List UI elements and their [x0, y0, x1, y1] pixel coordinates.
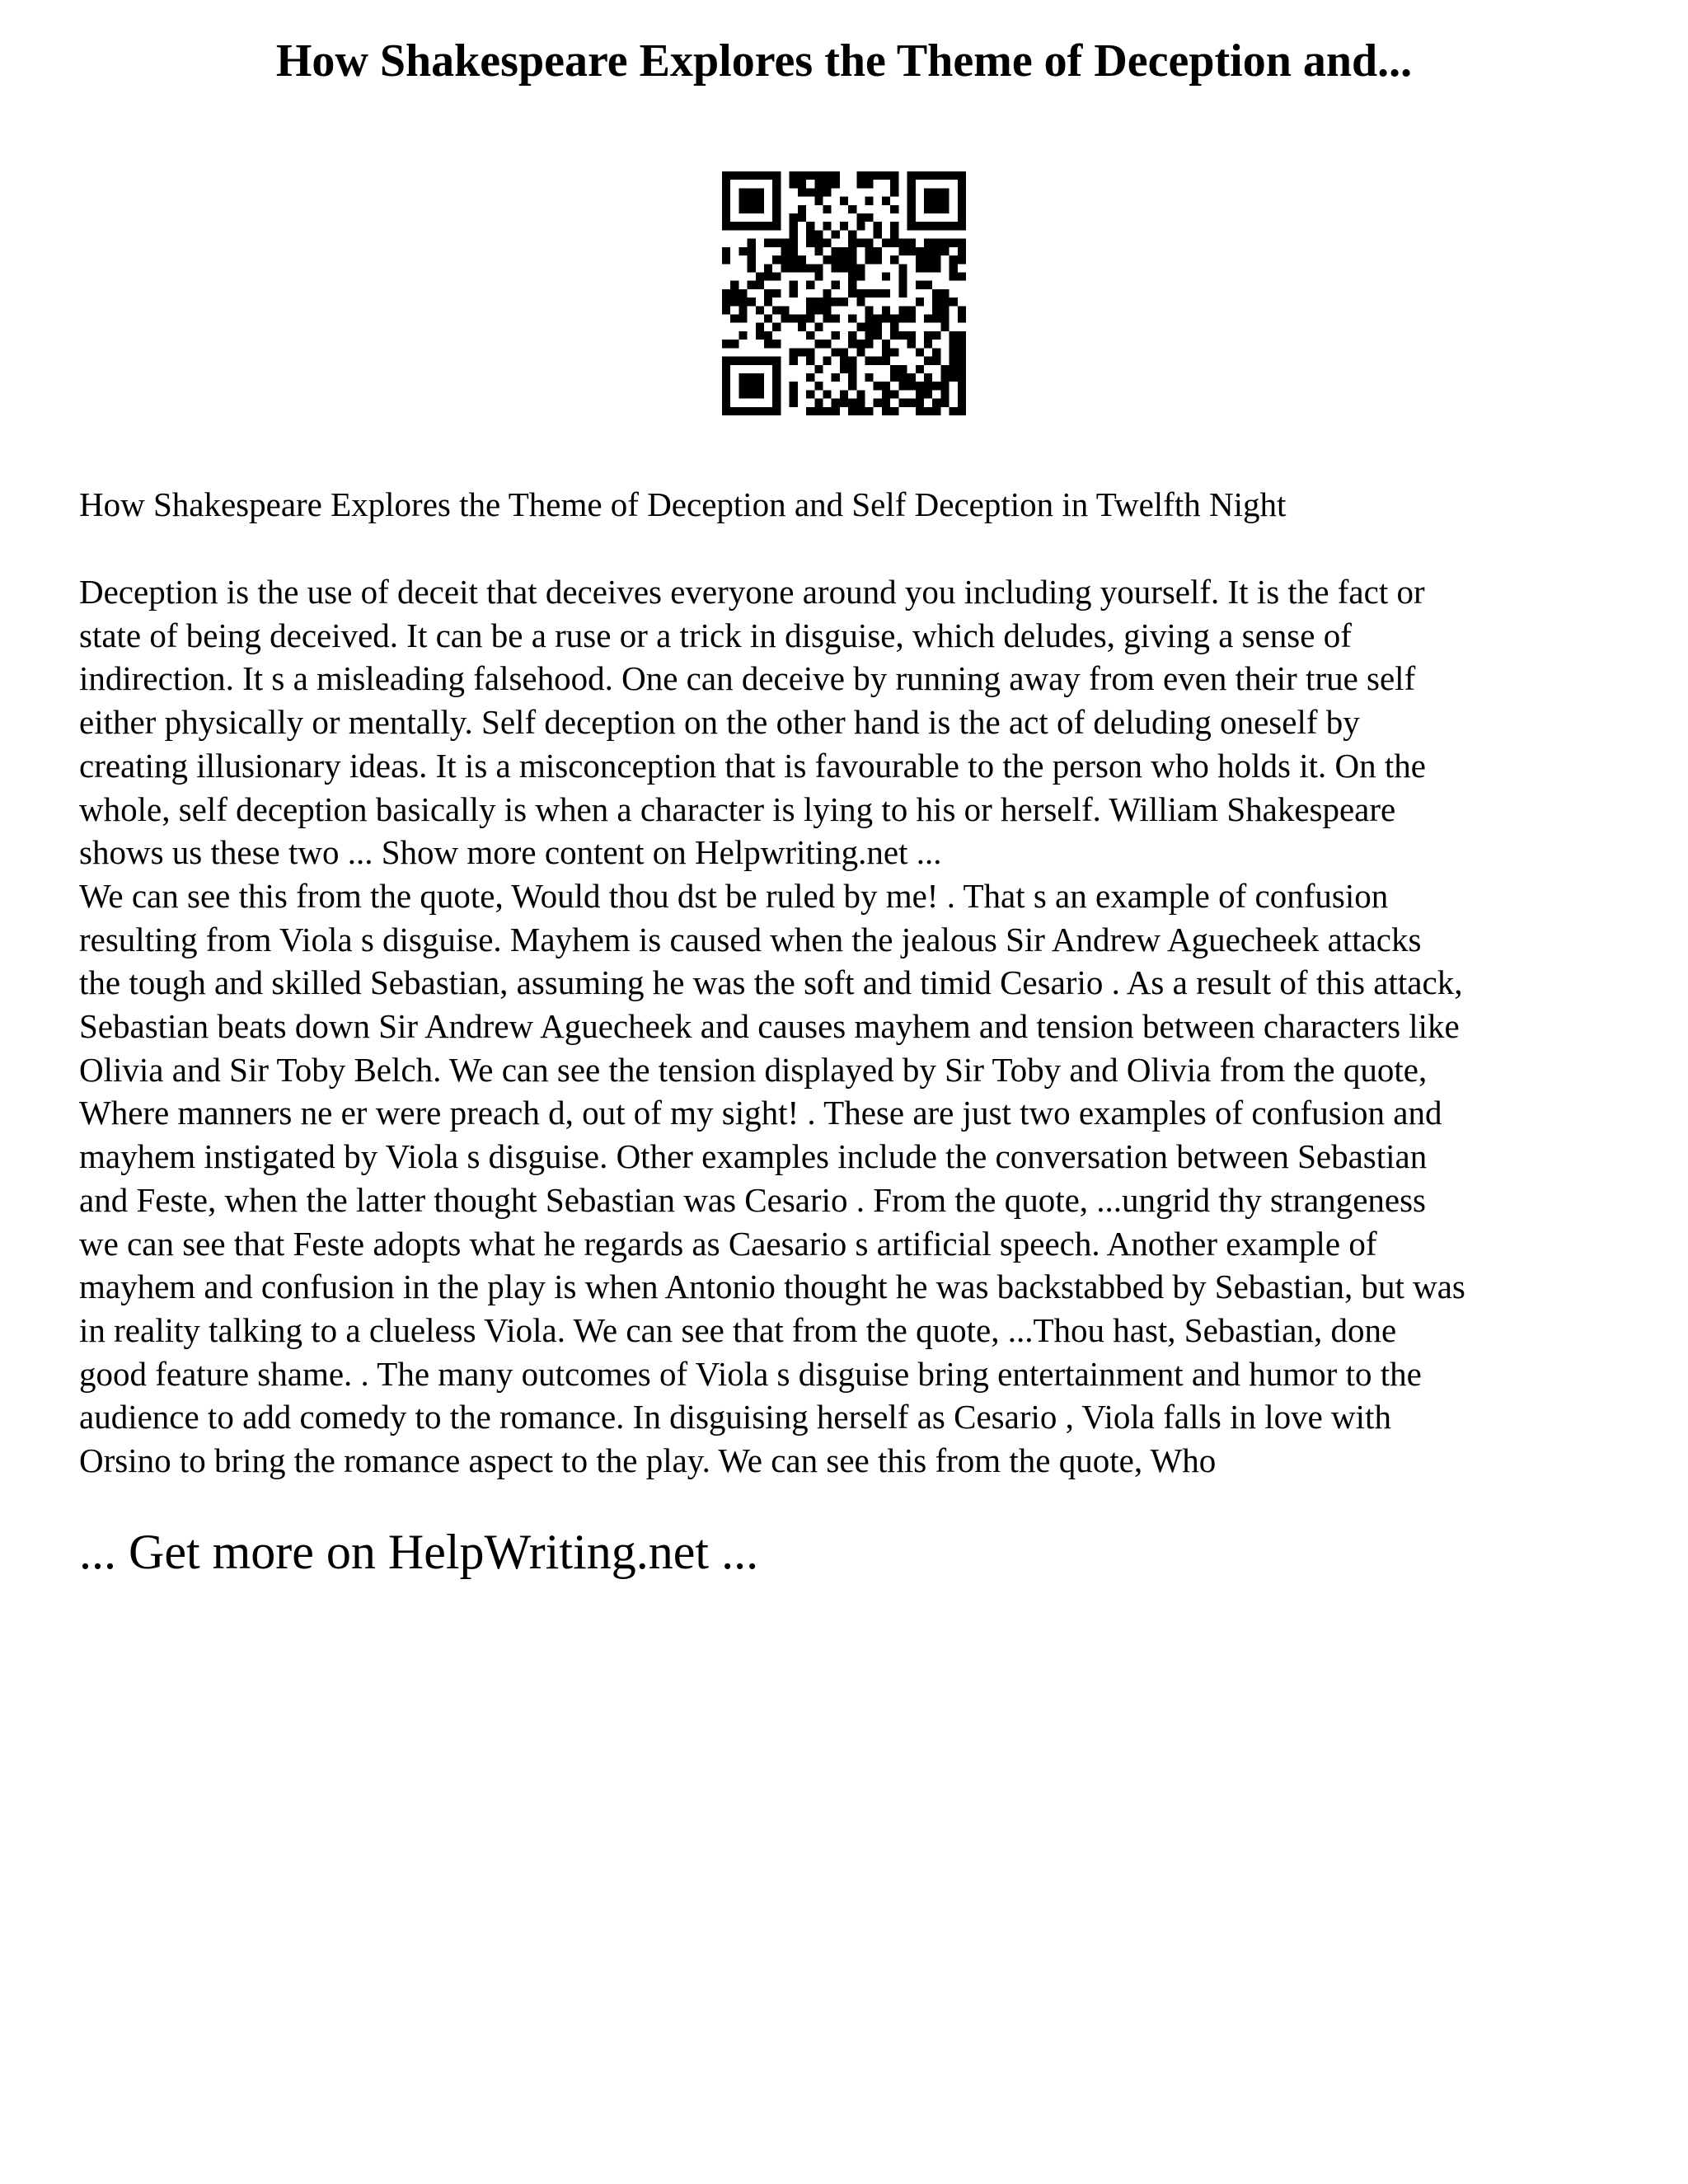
qr-code-icon: [722, 171, 966, 415]
get-more-link[interactable]: ... Get more on HelpWriting.net ...: [79, 1525, 759, 1579]
body-line: we can see that Feste adopts what he regards as Caesario s artificial speech. Another example of: [79, 1224, 1377, 1263]
body-line: indirection. It s a misleading falsehood. One can deceive by running away from even their true self: [79, 659, 1416, 698]
body-line: mayhem and confusion in the play is when Antonio thought he was backstabbed by Sebastian, but was: [79, 1268, 1465, 1306]
document-subtitle: How Shakespeare Explores the Theme of Deception and Self Deception in Twelfth Night: [79, 485, 1287, 523]
body-line: We can see this from the quote, Would thou dst be ruled by me! . That s an example of confusion: [79, 876, 1389, 915]
body-line: and Feste, when the latter thought Sebastian was Cesario . From the quote, ...ungrid thy strangeness: [79, 1180, 1426, 1219]
body-line: shows us these two ... Show more content on Helpwriting.net ...: [79, 833, 942, 872]
body-line: creating illusionary ideas. It is a misconception that is favourable to the person who holds it. On the: [79, 746, 1426, 785]
body-line: resulting from Viola s disguise. Mayhem is caused when the jealous Sir Andrew Aguecheek attacks: [79, 920, 1422, 958]
body-line: Orsino to bring the romance aspect to the play. We can see this from the quote, Who: [79, 1441, 1217, 1480]
body-line: Deception is the use of deceit that deceives everyone around you including yourself. It is the fact or: [79, 573, 1425, 611]
body-line: either physically or mentally. Self deception on the other hand is the act of deluding oneself by: [79, 703, 1360, 742]
body-line: good feature shame. . The many outcomes of Viola s disguise bring entertainment and humor to the: [79, 1354, 1422, 1393]
body-line: Where manners ne er were preach d, out of my sight! . These are just two examples of confusion and: [79, 1094, 1442, 1132]
body-line: Olivia and Sir Toby Belch. We can see the tension displayed by Sir Toby and Olivia from the quote,: [79, 1050, 1428, 1089]
body-line: Sebastian beats down Sir Andrew Aguecheek and causes mayhem and tension between characters like: [79, 1007, 1460, 1046]
body-line: whole, self deception basically is when a character is lying to his or herself. William Shakespeare: [79, 790, 1396, 828]
body-line: mayhem instigated by Viola s disguise. Other examples include the conversation between Sebastian: [79, 1137, 1428, 1176]
body-line: audience to add comedy to the romance. In disguising herself as Cesario , Viola falls in love with: [79, 1398, 1391, 1436]
body-line: the tough and skilled Sebastian, assuming he was the soft and timid Cesario . As a result of this attack,: [79, 963, 1463, 1002]
document-body: [79, 570, 1629, 1483]
document-title: How Shakespeare Explores the Theme of Deception and...: [275, 35, 1413, 87]
body-line: state of being deceived. It can be a ruse or a trick in disguise, which deludes, giving a sense of: [79, 616, 1352, 654]
body-line: in reality talking to a clueless Viola. We can see that from the quote, ...Thou hast, Sebastian, done: [79, 1310, 1397, 1349]
